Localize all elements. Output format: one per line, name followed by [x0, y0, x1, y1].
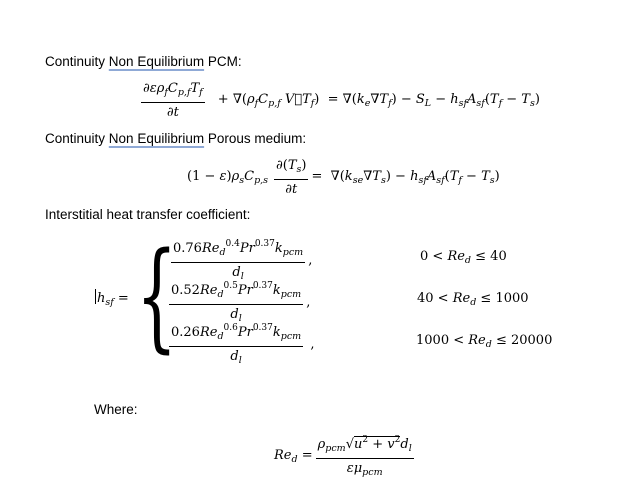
- equation-reynolds: $Re_d$ = $\frac{\rho_{pcm}√u^2 + v^2d_l}{\varepsilon\mu_{pcm}}$: [274, 432, 417, 481]
- equation-porous: $(1 - \varepsilon)\rho_sC_{p,s}$ $\frac{\partial(T_s)}{\partial t}$ = $\nabla(k_{se}\nabla T_s) - h_{sf}A_{sf}(T_f - T_s)$: [187, 158, 500, 197]
- hsf-case-1-condition: $0 < Re_d \le 40$: [420, 249, 507, 266]
- spellcheck-underlined-text[interactable]: Non Equilibrium: [108, 54, 205, 69]
- hsf-lhs: $h_{sf}$ =: [97, 291, 129, 308]
- heading-porous: [45, 131, 306, 146]
- hsf-case-2: $\frac{0.52Re_d^{0.5}Pr^{0.37}k_{pcm}}{d_l}$ ,: [166, 278, 310, 327]
- text-cursor: [95, 289, 96, 304]
- heading-pcm-prefix: Continuity: [45, 54, 109, 69]
- heading-pcm-suffix: PCM:: [204, 54, 242, 69]
- hsf-case-2-condition: $40 < Re_d \le 1000$: [417, 291, 529, 308]
- heading-porous-prefix: Continuity: [45, 131, 109, 146]
- piecewise-brace: {: [136, 226, 178, 364]
- heading-pcm: [45, 54, 242, 69]
- eq-reynolds-fraction: $\frac{\rho_{pcm}√u^2 + v^2d_l}{\varepsilon\mu_{pcm}}$: [316, 432, 414, 481]
- heading-interstitial: Interstitial heat transfer coefficient:: [45, 207, 251, 222]
- heading-where: Where:: [94, 402, 138, 417]
- hsf-case-3: $\frac{0.26Re_d^{0.6}Pr^{0.37}k_{pcm}}{d_l}$ ,: [166, 320, 314, 369]
- hsf-case-1: $\frac{0.76Re_d^{0.4}Pr^{0.37}k_{pcm}}{d_l}$ ,: [168, 236, 312, 285]
- spellcheck-underlined-text[interactable]: Non Equilibrium: [108, 131, 205, 146]
- eq-pcm-fraction: $\frac{\partial\varepsilon\rho_fC_{p,f}T_f}{\partial t}$: [143, 81, 203, 120]
- heading-porous-suffix: Porous medium:: [204, 131, 307, 146]
- equation-pcm: $\frac{\partial\varepsilon\rho_fC_{p,f}T_f}{\partial t}$ + $\nabla(\rho_fC_{p,f}$ $V⃗T_f) = \nabla(k_e\nabla T_f) - S_L - h_{sf}A_{sf}(T_f - T_s)$: [143, 81, 540, 120]
- eq-porous-fraction: $\frac{\partial(T_s)}{\partial t}$: [276, 158, 307, 197]
- hsf-case-3-condition: $1000 < Re_d \le 20000$: [416, 333, 553, 350]
